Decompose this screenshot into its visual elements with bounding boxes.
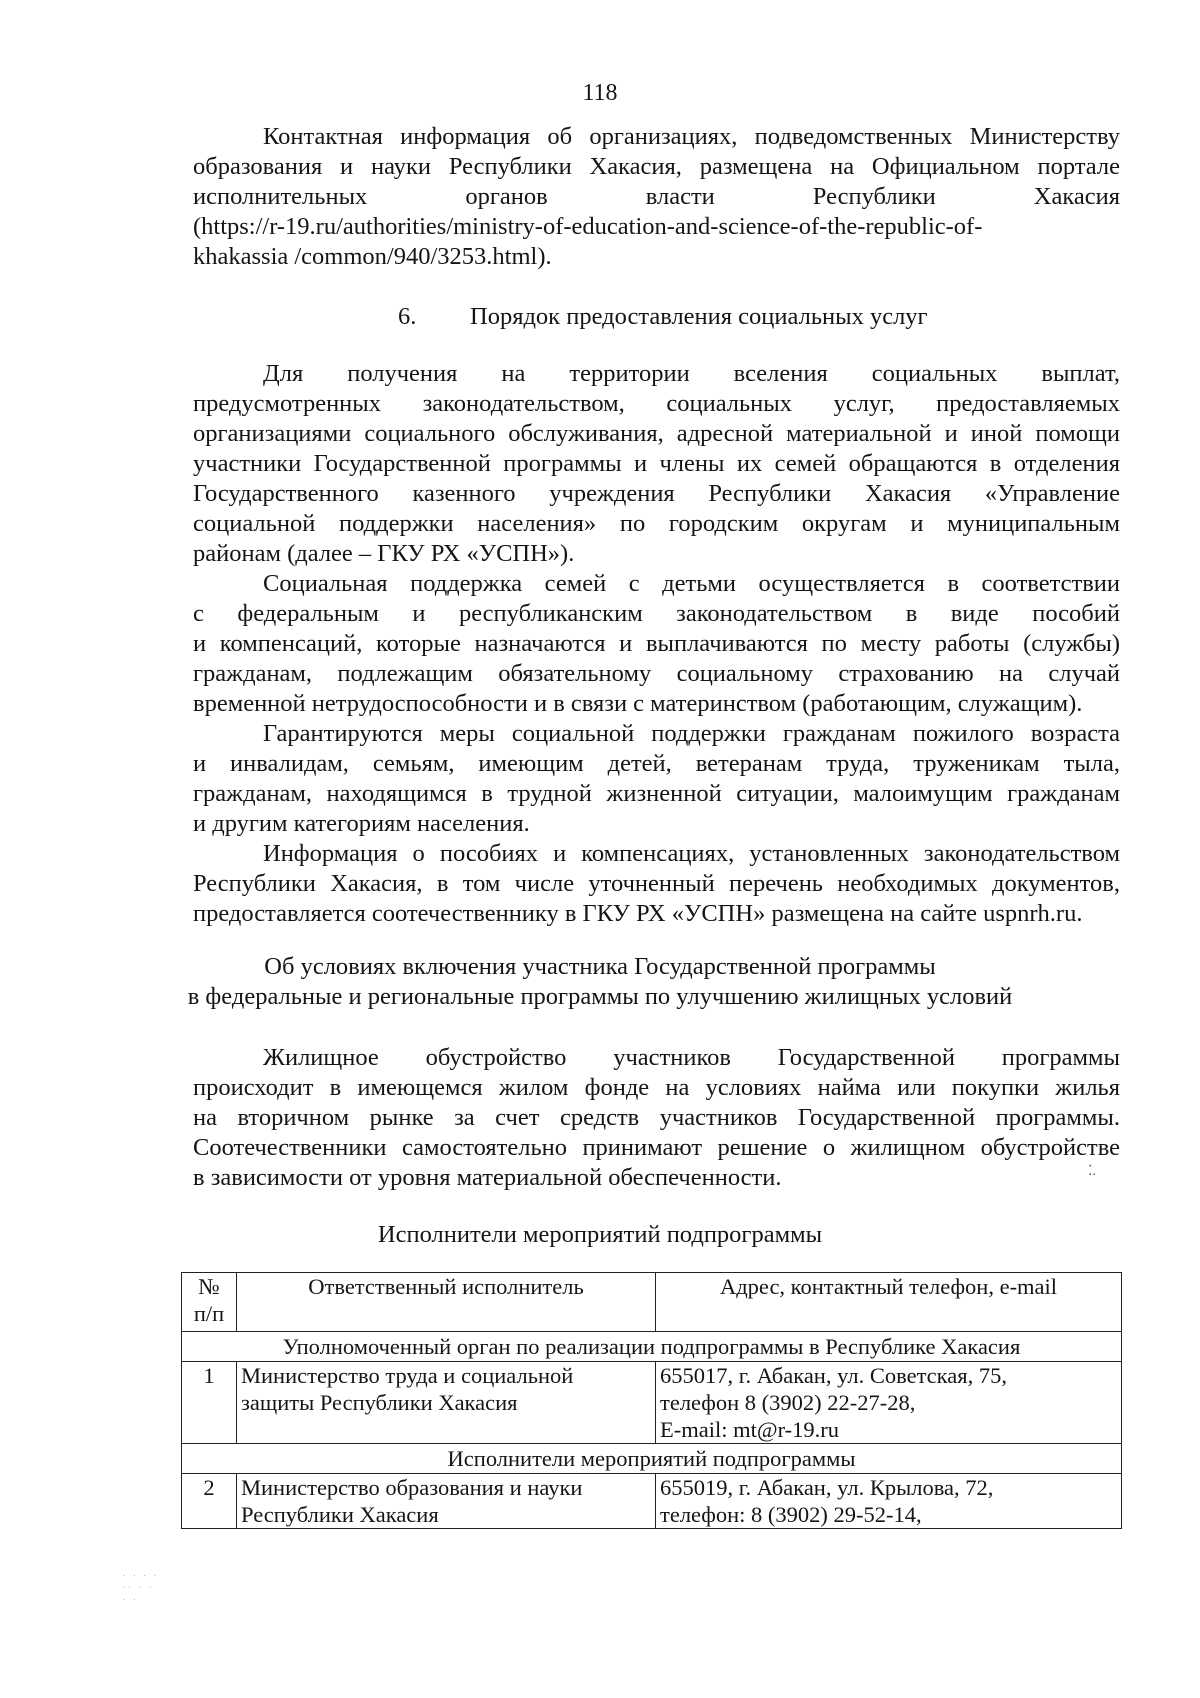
section-number: 6.	[398, 303, 417, 330]
section-title: Порядок предоставления социальных услуг	[470, 303, 928, 330]
text-line: Гарантируются меры социальной поддержки гражданам пожилого возраста	[263, 720, 1120, 747]
email-text: E-mail: mt@r-19.ru	[660, 1417, 839, 1442]
contacts-paragraph	[193, 122, 1120, 272]
text-line: участники Государственной программы и члены их семей обращаются в отделения	[193, 450, 1120, 477]
table-subheader-row	[182, 1332, 1122, 1362]
heading-line: Об условиях включения участника Государственной программы	[264, 953, 936, 980]
text-line: гражданам, подлежащим обязательному социальному страхованию на случай	[193, 660, 1120, 687]
header-num: № п/п	[182, 1273, 237, 1332]
text-line: в зависимости от уровня материальной обеспеченности.	[193, 1164, 782, 1191]
text-line: и другим категориям населения.	[193, 810, 530, 837]
text-line: Жилищное обустройство участников Государственной программы	[263, 1044, 1120, 1071]
page-number: 118	[582, 80, 618, 106]
text-line: на вторичном рынке за счет средств участников Государственной программы.	[193, 1104, 1120, 1131]
row-address: 655019, г. Абакан, ул. Крылова, 72, телефон: 8 (3902) 29-52-14,	[656, 1474, 1122, 1529]
text-line: организациями социального обслуживания, адресной материальной и иной помощи	[193, 420, 1120, 447]
text-line: временной нетрудоспособности и в связи с материнством (работающим, служащим).	[193, 690, 1083, 717]
row-num: 2	[182, 1474, 237, 1529]
subheader-executors: Исполнители мероприятий подпрограммы	[182, 1444, 1122, 1474]
text-line: Государственного казенного учреждения Республики Хакасия «Управление	[193, 480, 1120, 507]
text-line: Информация о пособиях и компенсациях, установленных законодательством	[263, 840, 1120, 867]
text-line: khakassia /common/940/3253.html).	[193, 243, 552, 270]
housing-heading	[0, 952, 1200, 1012]
subheader-authorized-body: Уполномоченный орган по реализации подпрограммы в Республике Хакасия	[182, 1332, 1122, 1362]
table-subheader-row	[182, 1444, 1122, 1474]
text-line: Соотечественники самостоятельно принимают решение о жилищном обустройстве	[193, 1134, 1120, 1161]
text-line: происходит в имеющемся жилом фонде на условиях найма или покупки жилья	[193, 1074, 1120, 1101]
row-address: 655017, г. Абакан, ул. Советская, 75, телефон 8 (3902) 22-27-28, E-mail: mt@r-19.ru	[656, 1362, 1122, 1444]
text-line: и компенсаций, которые назначаются и выплачиваются по месту работы (службы)	[193, 630, 1120, 657]
row-executor: Министерство труда и социальной защиты Республики Хакасия	[237, 1362, 656, 1444]
table-title: Исполнители мероприятий подпрограммы	[377, 1221, 823, 1248]
text-line: предусмотренных законодательством, социальных услуг, предоставляемых	[193, 390, 1120, 417]
heading-line: в федеральные и региональные программы по улучшению жилищных условий	[187, 983, 1013, 1010]
text-line: (https://r-19.ru/authorities/ministry-of-education-and-science-of-the-republic-of-	[193, 213, 983, 240]
text-line: социальной поддержки населения» по городским округам и муниципальным	[193, 510, 1120, 537]
text-line: Контактная информация об организациях, подведомственных Министерству	[263, 123, 1120, 150]
text-line: Для получения на территории вселения социальных выплат,	[263, 360, 1120, 387]
scan-noise: · · · · ·· · · · ·	[122, 1570, 159, 1606]
table-header-row	[182, 1273, 1122, 1332]
housing-paragraph	[193, 1043, 1120, 1193]
text-line: Социальная поддержка семей с детьми осуществляется в соответствии	[263, 570, 1120, 597]
text-line: образования и науки Республики Хакасия, размещена на Официальном портале	[193, 153, 1120, 180]
table-row	[182, 1474, 1122, 1529]
text-line: исполнительных органов власти Республики Хакасия	[193, 183, 1120, 210]
header-address: Адрес, контактный телефон, e-mail	[656, 1273, 1122, 1332]
table-row	[182, 1362, 1122, 1444]
social-support-text	[193, 359, 1120, 929]
text-line: Республики Хакасия, в том числе уточненный перечень необходимых документов,	[193, 870, 1120, 897]
scan-mark: ⁚.	[1088, 1164, 1096, 1179]
text-line: с федеральным и республиканским законодательством в виде пособий	[193, 600, 1120, 627]
text-line: районам (далее – ГКУ РХ «УСПН»).	[193, 540, 575, 567]
row-num: 1	[182, 1362, 237, 1444]
text-line: гражданам, находящимся в трудной жизненной ситуации, малоимущим гражданам	[193, 780, 1120, 807]
row-executor: Министерство образования и науки Республики Хакасия	[237, 1474, 656, 1529]
section-heading	[0, 302, 1200, 332]
executors-table	[181, 1272, 1122, 1529]
text-line: предоставляется соотечественнику в ГКУ РХ «УСПН» размещена на сайте uspnrh.ru.	[193, 900, 1083, 927]
text-line: и инвалидам, семьям, имеющим детей, ветеранам труда, труженикам тыла,	[193, 750, 1120, 777]
header-executor: Ответственный исполнитель	[237, 1273, 656, 1332]
